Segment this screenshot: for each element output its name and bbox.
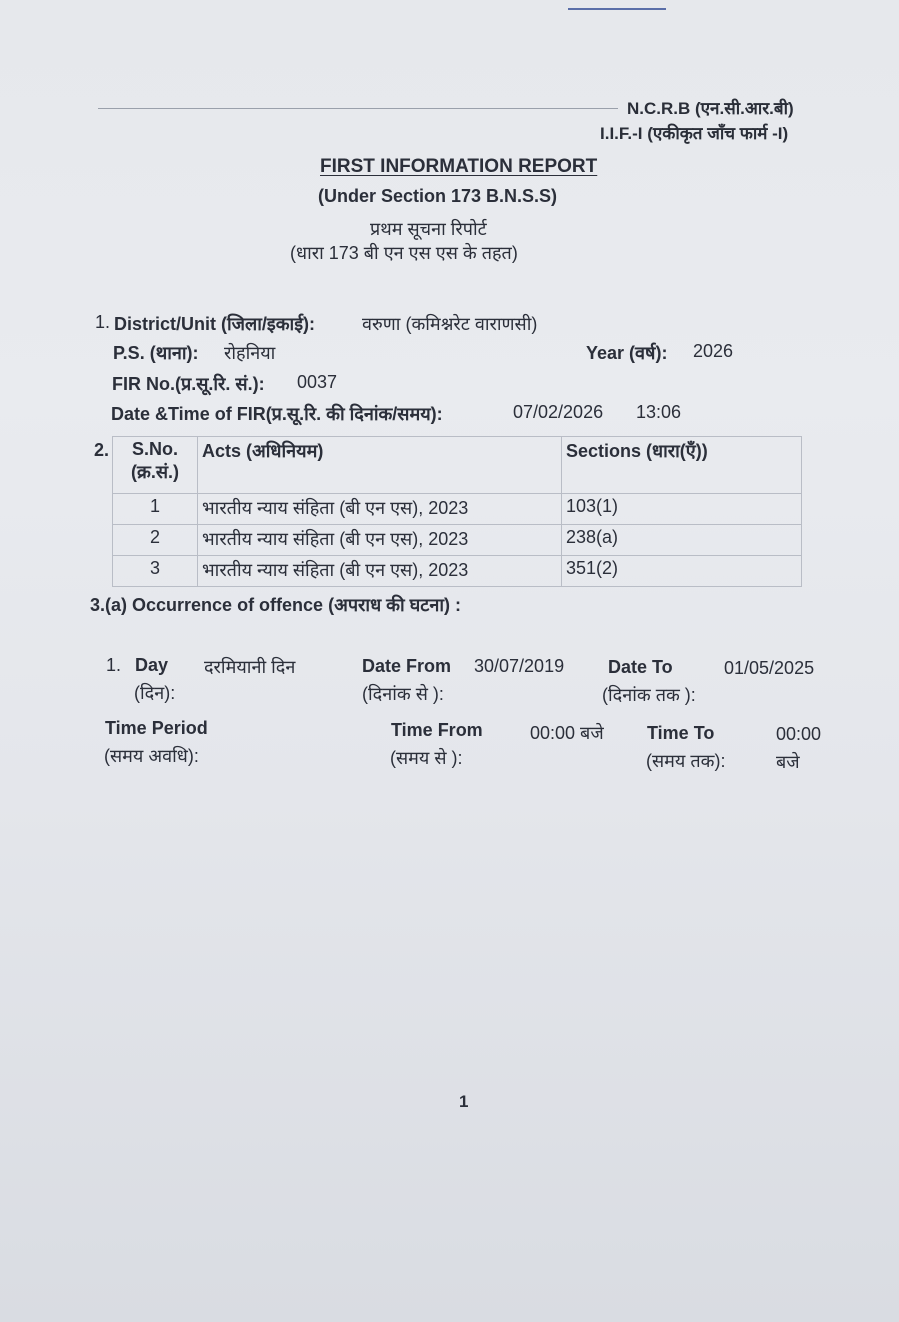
time-period-label: Time Period bbox=[105, 718, 208, 738]
time-from-hi: (समय से ): bbox=[390, 748, 463, 768]
fir-datetime-label: Date &Time of FIR(प्र.सू.रि. की दिनांक/समय): bbox=[111, 404, 443, 424]
report-section-en: (Under Section 173 B.N.S.S) bbox=[318, 186, 558, 206]
col-sno bbox=[113, 437, 198, 494]
row-section: 351(2) bbox=[562, 556, 802, 587]
time-to-unit: बजे bbox=[776, 752, 800, 772]
time-period-hi: (समय अवधि): bbox=[104, 746, 199, 766]
day-label: Day bbox=[135, 655, 169, 675]
item1-number: 1. bbox=[95, 312, 111, 332]
day-label-hi: (दिन): bbox=[134, 683, 176, 703]
time-to-value: 00:00 bbox=[776, 724, 822, 744]
date-to-value: 01/05/2025 bbox=[724, 658, 815, 678]
district-value: वरुणा (कमिश्नरेट वाराणसी) bbox=[362, 314, 538, 334]
col-sno-hi: (क्र.सं.) bbox=[131, 462, 179, 482]
fir-label: FIR No.(प्र.सू.रि. सं.): bbox=[112, 374, 265, 394]
row-section: 103(1) bbox=[562, 494, 802, 525]
ps-label: P.S. (थाना): bbox=[113, 343, 199, 363]
time-to-label: Time To bbox=[647, 723, 715, 743]
top-rule bbox=[98, 108, 618, 109]
report-title-hi: प्रथम सूचना रिपोर्ट bbox=[370, 219, 487, 239]
top-mark bbox=[568, 8, 666, 10]
ps-value: रोहनिया bbox=[224, 343, 276, 363]
report-section-hi: (धारा 173 बी एन एस एस के तहत) bbox=[290, 243, 518, 263]
table-row bbox=[113, 556, 802, 587]
date-to-label: Date To bbox=[608, 657, 673, 677]
fir-date-value: 07/02/2026 bbox=[513, 402, 604, 422]
row-sno: 2 bbox=[113, 525, 198, 556]
row-act: भारतीय न्याय संहिता (बी एन एस), 2023 bbox=[198, 494, 562, 525]
table-row bbox=[113, 525, 802, 556]
col-sections: Sections (धारा(एँ)) bbox=[562, 437, 802, 494]
iif-label: I.I.F.-I (एकीकृत जाँच फार्म -I) bbox=[600, 124, 789, 143]
acts-table bbox=[112, 436, 802, 587]
year-value: 2026 bbox=[693, 341, 734, 361]
time-from-label: Time From bbox=[391, 720, 483, 740]
row-act: भारतीय न्याय संहिता (बी एन एस), 2023 bbox=[198, 556, 562, 587]
time-from-value: 00:00 बजे bbox=[530, 723, 604, 743]
col-sno-en: S.No. bbox=[131, 439, 178, 459]
year-label: Year (वर्ष): bbox=[586, 343, 668, 363]
ncrb-label: N.C.R.B (एन.सी.आर.बी) bbox=[627, 99, 794, 118]
occurrence-heading: 3.(a) Occurrence of offence (अपराध की घटना) : bbox=[90, 595, 461, 615]
fir-time-value: 13:06 bbox=[636, 402, 682, 422]
day-value: दरमियानी दिन bbox=[204, 657, 296, 677]
acts-table-header bbox=[113, 437, 802, 494]
day-number: 1. bbox=[106, 655, 122, 675]
fir-value: 0037 bbox=[297, 372, 338, 392]
row-act: भारतीय न्याय संहिता (बी एन एस), 2023 bbox=[198, 525, 562, 556]
date-from-value: 30/07/2019 bbox=[474, 656, 565, 676]
date-from-label: Date From bbox=[362, 656, 452, 676]
report-title: FIRST INFORMATION REPORT bbox=[320, 156, 598, 177]
row-section: 238(a) bbox=[562, 525, 802, 556]
table-row bbox=[113, 494, 802, 525]
page-number: 1 bbox=[459, 1092, 469, 1111]
date-from-hi: (दिनांक से ): bbox=[362, 684, 444, 704]
date-to-hi: (दिनांक तक ): bbox=[602, 685, 696, 705]
time-to-hi: (समय तक): bbox=[646, 751, 726, 771]
row-sno: 3 bbox=[113, 556, 198, 587]
col-acts: Acts (अधिनियम) bbox=[198, 437, 562, 494]
district-label: District/Unit (जिला/इकाई): bbox=[114, 314, 316, 334]
row-sno: 1 bbox=[113, 494, 198, 525]
item2-number: 2. bbox=[94, 440, 110, 460]
